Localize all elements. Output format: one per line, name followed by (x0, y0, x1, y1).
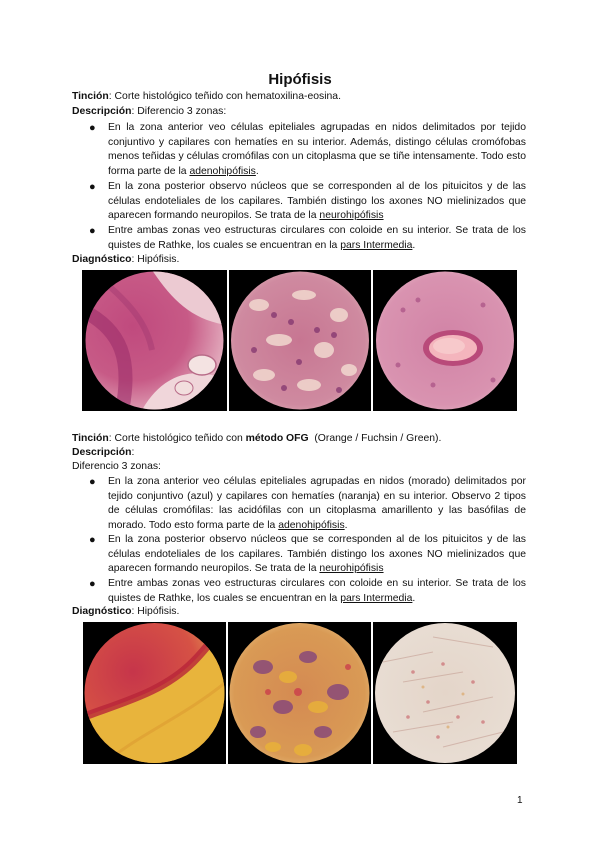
term-link-pars-intermedia: pars Intermedia (340, 239, 413, 251)
bullet-text: Entre ambas zonas veo estructuras circulares con coloide en su interior. Se trata de los quistes de Rathke, los cuales se encuentran en la (108, 578, 526, 604)
bullet-text: En la zona posterior observo núcleos que se corresponden al de los pituicitos y de las células endoteliales de los capilares. También distingo los axones NO mielinizados que aparecen formando neuropilos. Se trata de la (108, 534, 526, 574)
descripcion-label: Descripción (72, 106, 132, 117)
diagnostico-line-1 (72, 253, 179, 268)
descripcion-line-1 (72, 105, 226, 120)
bullet-item: En la zona anterior veo células epiteliales agrupadas en nidos delimitados por tejido conjuntivo y capilares con hematíes en su interior. Además, distingo células cromófobas menos teñidas y células cromófilas con un citoplasma que se tiñe intensamente. Todo esto forma parte de la adenohipófisis. (108, 122, 526, 177)
tincion-line-2: Tinción: Corte histológico teñido con método OFG (Orange / Fuchsin / Green). (72, 433, 442, 444)
bullet-dot: ● (89, 225, 96, 237)
diagnostico-label: Diagnóstico (72, 606, 132, 617)
bullet-dot: ● (89, 181, 96, 193)
term-link-pars-intermedia: pars Intermedia (340, 592, 413, 604)
tincion-method: método OFG (245, 433, 309, 444)
bullet-dot: ● (89, 476, 96, 488)
descripcion-line-2 (72, 446, 134, 461)
bullet-text: En la zona posterior observo núcleos que se corresponden al de los pituicitos y de las células endoteliales de los capilares. También distingo los axones NO mielinizados que aparecen formando neuropilos. Se trata de la (108, 181, 526, 221)
bullet-text: En la zona anterior veo células epiteliales agrupadas en nidos (morado) delimitados por tejido conjuntivo (azul) y capilares con hematíes (naranja) en su interior. Observo 2 tipos de células cromófilas: las acidófilas con un citoplasma amarillento y las basófilas de morado. Todo esto forma parte de la (108, 476, 526, 531)
bullet-dot: ● (89, 122, 96, 134)
bullet-item (108, 533, 526, 577)
diagnostico-text: : Hipófisis. (131, 606, 180, 617)
bullet-item: Entre ambas zonas veo estructuras circulares con coloide en su interior. Se trata de los quistes de Rathke, los cuales se encuentran en la pars Intermedia. (108, 225, 526, 251)
page-title: Hipófisis (268, 71, 332, 88)
page-number: 1 (517, 795, 523, 806)
bullet-dot: ● (89, 534, 96, 546)
tincion-label: Tinción (72, 91, 109, 102)
descripcion-text: : (131, 447, 135, 458)
tincion-label: Tinción (72, 433, 109, 444)
ofg-neuro-micrograph (373, 622, 517, 764)
bullet-item: En la zona anterior veo células epiteliales agrupadas en nidos (morado) delimitados por tejido conjuntivo (azul) y capilares con hematíes (naranja) en su interior. Observo 2 tipos de células cromófilas: las acidófilas con un citoplasma amarillento y las basófilas de morado. Todo esto forma parte de la adenohipófisis. (108, 476, 526, 531)
diagnostico-text: : Hipófisis. (131, 254, 180, 265)
term-link-adenohipofisis: adenohipófisis (189, 165, 256, 177)
he-rathke-cyst-micrograph (373, 270, 517, 411)
descripcion-text: : Diferencio 3 zonas: (131, 106, 227, 117)
he-cells-micrograph (229, 270, 371, 411)
bullet-text: Entre ambas zonas veo estructuras circulares con coloide en su interior. Se trata de los quistes de Rathke, los cuales se encuentran en la (108, 225, 526, 251)
he-anterior-micrograph (82, 270, 227, 411)
bullet-dot: ● (89, 578, 96, 590)
ofg-cells-micrograph (228, 622, 371, 764)
bullet-item (108, 180, 526, 224)
tincion-text: : Corte histológico teñido con hematoxilina-eosina. (108, 91, 341, 102)
diagnostico-label: Diagnóstico (72, 254, 132, 265)
ofg-boundary-micrograph (83, 622, 226, 764)
tincion-line-1 (72, 90, 341, 105)
diagnostico-line-2 (72, 605, 179, 620)
descripcion-label: Descripción (72, 447, 132, 458)
bullet-item: Entre ambas zonas veo estructuras circulares con coloide en su interior. Se trata de los quistes de Rathke, los cuales se encuentran en la pars Intermedia. (108, 578, 526, 604)
term-link-neurohipofisis: neurohipófisis (319, 563, 384, 574)
term-link-adenohipofisis: adenohipófisis (278, 519, 345, 531)
term-link-neurohipofisis: neurohipófisis (319, 210, 384, 221)
descripcion-intro: Diferencio 3 zonas: (72, 461, 161, 472)
bullet-text: En la zona anterior veo células epiteliales agrupadas en nidos delimitados por tejido conjuntivo y capilares con hematíes en su interior. Además, distingo células cromófobas menos teñidas y células cromófilas con un citoplasma que se tiñe intensamente. Todo esto forma parte de la (108, 122, 526, 177)
